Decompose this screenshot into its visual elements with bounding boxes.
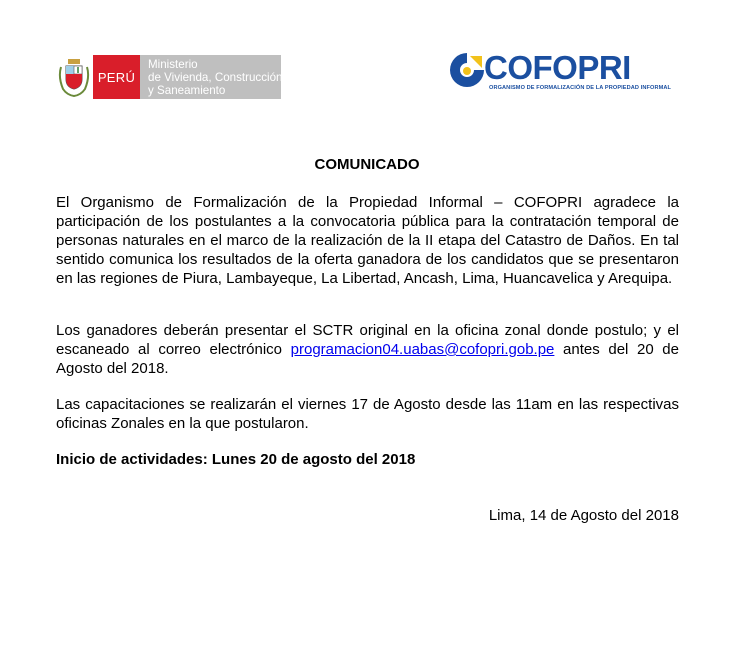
cofopri-emblem-icon [448, 50, 486, 92]
ministry-line-3: y Saneamiento [148, 84, 226, 97]
ministry-logo [57, 55, 281, 99]
cofopri-logo [448, 49, 672, 100]
requirements-text-after: antes del 20 de Agosto del 2018. [56, 341, 679, 377]
date-line: Lima, 14 de Agosto del 2018 [488, 507, 679, 524]
paragraph-intro: El Organismo de Formalización de la Propiedad Informal – COFOPRI agradece la participación de los postulantes a la convocatoria pública para la contratación temporal de personas naturales en el marco de la realización de la II etapa del Catastro de Daños. En tal sentido comunica los resultados de la oferta ganadora de los candidatos que se presentaron en las regiones de Piura, Lambayeque, La Libertad, Ancash, Lima, Huancavelica y Arequipa. [56, 194, 679, 287]
paragraph-training: Las capacitaciones se realizarán el viernes 17 de Agosto desde las 11am en las respectivas oficinas Zonales en la que postularon. [56, 396, 679, 432]
cofopri-wordmark: COFOPRI [484, 49, 631, 86]
cofopri-subtitle: ORGANISMO DE FORMALIZACIÓN DE LA PROPIEDAD INFORMAL [489, 85, 672, 91]
paragraph-requirements [56, 321, 679, 378]
peru-label: PERÚ [97, 69, 136, 85]
requirements-text-before: Los ganadores deberán presentar el SCTR original en la oficina zonal donde postulo; y el escaneado al correo electrónico [56, 322, 679, 358]
start-notice: Inicio de actividades: Lunes 20 de agosto del 2018 [56, 451, 416, 468]
peru-box [93, 55, 140, 99]
email-link[interactable]: programacion04.uabas@cofopri.gob.pe [290, 341, 555, 358]
ministry-line-2: de Vivienda, Construcción [148, 71, 283, 84]
ministry-line-1: Ministerio [148, 58, 198, 71]
page-title: COMUNICADO [314, 156, 420, 173]
peru-coat-of-arms-icon [57, 57, 91, 97]
ministry-name-box [140, 55, 281, 99]
